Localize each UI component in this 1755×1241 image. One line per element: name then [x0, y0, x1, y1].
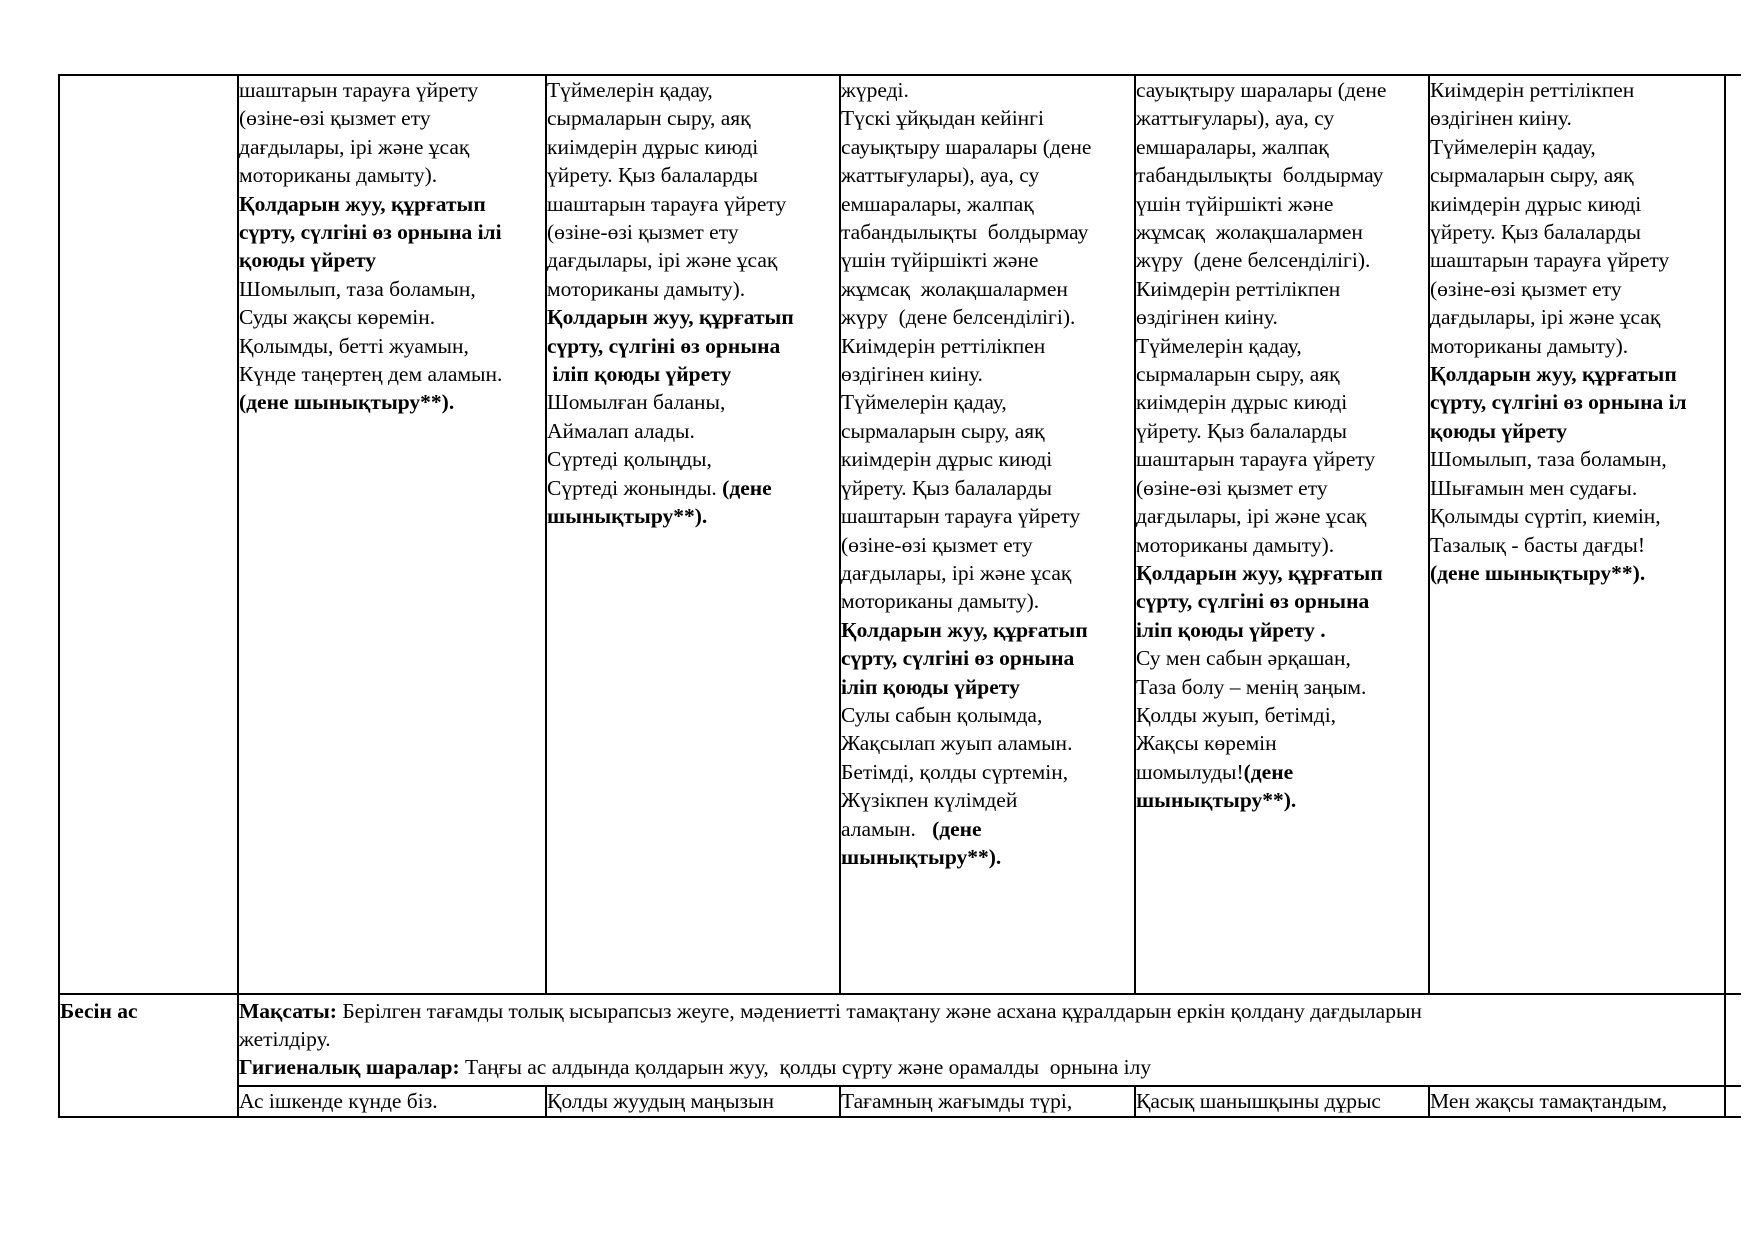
- text-line: [1430, 474, 1687, 502]
- text-line: [1430, 246, 1687, 274]
- text-line: [841, 104, 1091, 132]
- table-right-border: [1724, 74, 1726, 1118]
- activity-cell-col3: [547, 76, 794, 531]
- text-run: Таза болу – менің заңым.: [1136, 674, 1367, 699]
- text-line: [239, 303, 502, 331]
- text-line: [841, 559, 1091, 587]
- text-run: жұмсақ жолақшалармен: [841, 276, 1068, 301]
- text-run: Шомылып, таза боламын,: [1430, 447, 1667, 472]
- text-run: моториканы дамыту).: [841, 589, 1040, 614]
- text-run: (өзіне-өзі қызмет ету: [841, 532, 1033, 557]
- text-line: [841, 815, 1091, 843]
- text-line: [1430, 190, 1687, 218]
- text-line: [547, 388, 794, 416]
- text-line: [841, 388, 1091, 416]
- text-line: [1136, 303, 1386, 331]
- text-run: өздігінен киіну.: [1136, 305, 1278, 330]
- text-run: Шомылып, таза боламын,: [239, 276, 476, 301]
- text-run: Суды жақсы көремін.: [239, 305, 436, 330]
- text-run: Киімдерін реттілікпен: [1136, 276, 1341, 301]
- text-line: [239, 161, 502, 189]
- text-run: Түймелерін қадау,: [1136, 333, 1302, 358]
- text-line: [841, 673, 1091, 701]
- text-run: моториканы дамыту).: [1430, 333, 1629, 358]
- bold-run: Қолдарын жуу, құрғатып: [1136, 560, 1383, 585]
- text-run: шаштарын тарауға үйрету: [1136, 447, 1376, 472]
- text-line: [239, 133, 502, 161]
- bold-run: Қолдарын жуу, құрғатып: [547, 305, 794, 330]
- text-line: [547, 360, 794, 388]
- text-line: [841, 729, 1091, 757]
- text-line: [547, 190, 794, 218]
- bold-run: Қолдарын жуу, құрғатып: [1430, 362, 1677, 387]
- text-line: [841, 531, 1091, 559]
- text-line: [547, 246, 794, 274]
- text-run: емшаралары, жалпақ: [841, 191, 1034, 216]
- text-run: үйрету. Қыз балаларды: [841, 475, 1052, 500]
- bold-run: сүрту, сүлгіні өз орнына: [547, 333, 781, 358]
- text-line: [239, 104, 502, 132]
- text-line: [841, 786, 1091, 814]
- text-line: [547, 303, 794, 331]
- text-line: [547, 474, 794, 502]
- bold-run: қоюды үйрету: [1430, 418, 1568, 443]
- text-run: Күнде таңертең дем аламын.: [239, 362, 503, 387]
- text-run: киімдерін дұрыс киюді: [547, 134, 759, 159]
- bold-run: іліп қоюды үйрету .: [1136, 617, 1326, 642]
- text-line: [1430, 502, 1687, 530]
- text-line: [239, 246, 502, 274]
- bold-run: Қолдарын жуу, құрғатып: [841, 617, 1088, 642]
- activity-cell-col6: [1430, 76, 1687, 587]
- text-run: табандылықты болдырмау: [841, 220, 1089, 245]
- text-run: Қолды жуып, бетімді,: [1136, 702, 1337, 727]
- text-run: жұмсақ жолақшалармен: [1136, 220, 1363, 245]
- text-line: [239, 76, 502, 104]
- text-run: моториканы дамыту).: [547, 276, 746, 301]
- text-line: [547, 104, 794, 132]
- activity-cell-col2: [239, 76, 502, 417]
- bold-run: қоюды үйрету: [239, 248, 377, 273]
- text-run: Бетімді, қолды сүртемін,: [841, 759, 1069, 784]
- text-line: [1136, 701, 1386, 729]
- text-line: [841, 445, 1091, 473]
- text-run: дағдылары, ірі және ұсақ: [547, 248, 778, 273]
- bold-run: іліп қоюды үйрету: [841, 674, 1020, 699]
- snack-cell-col2: Ас ішкенде күнде біз.: [239, 1089, 438, 1113]
- text-line: [841, 417, 1091, 445]
- text-line: [841, 587, 1091, 615]
- bold-run: (дене шынықтыру**).: [239, 390, 455, 415]
- text-run: дағдылары, ірі және ұсақ: [1430, 305, 1661, 330]
- text-line: [1136, 758, 1386, 786]
- text-line: [1136, 445, 1386, 473]
- bold-run: Қолдарын жуу, құрғатып: [239, 191, 486, 216]
- text-line: [841, 246, 1091, 274]
- text-line: [1136, 332, 1386, 360]
- text-run: Түскі ұйқыдан кейінгі: [841, 106, 1044, 131]
- text-line: [1136, 161, 1386, 189]
- bold-run: шынықтыру**).: [547, 504, 708, 529]
- text-run: Түймелерін қадау,: [547, 78, 713, 102]
- bold-run: (дене: [932, 816, 982, 841]
- text-line: [1136, 786, 1386, 814]
- text-run: киімдерін дұрыс киюді: [841, 447, 1053, 472]
- bold-run: (дене: [722, 475, 772, 500]
- text-run: сырмаларын сыру, аяқ: [1136, 362, 1340, 387]
- row-label-afternoon-snack: Бесін ас: [60, 999, 138, 1023]
- bold-run: сүрту, сүлгіні өз орнына ілі: [239, 220, 502, 245]
- snack-cell-col5: Қасық шанышқыны дұрыс: [1136, 1089, 1381, 1113]
- text-line: [841, 616, 1091, 644]
- text-line: [1136, 616, 1386, 644]
- text-line: [547, 502, 794, 530]
- text-line: [1136, 644, 1386, 672]
- hygiene-label: Гигиеналық шаралар:: [239, 1055, 460, 1079]
- text-line: [841, 190, 1091, 218]
- text-run: Жақсы көремін: [1136, 731, 1277, 756]
- text-run: үйрету. Қыз балаларды: [1430, 220, 1641, 245]
- text-run: Тазалық - басты дағды!: [1430, 532, 1645, 557]
- text-line: [1136, 190, 1386, 218]
- text-line: [1136, 246, 1386, 274]
- text-line: [1136, 474, 1386, 502]
- text-line: [1136, 417, 1386, 445]
- text-line: [1430, 133, 1687, 161]
- text-line: [1430, 161, 1687, 189]
- text-run: Жақсылап жуып аламын.: [841, 731, 1073, 756]
- text-run: шомылуды!: [1136, 759, 1244, 784]
- text-line: [1430, 275, 1687, 303]
- text-run: Жүзікпен күлімдей: [841, 788, 1018, 813]
- activity-cell-col5: [1136, 76, 1386, 815]
- text-line: [547, 76, 794, 104]
- text-run: моториканы дамыту).: [1136, 532, 1335, 557]
- snack-cell-col6: Мен жақсы тамақтандым,: [1430, 1089, 1668, 1113]
- text-run: шаштарын тарауға үйрету: [1430, 248, 1670, 273]
- text-line: [239, 388, 502, 416]
- text-line: [841, 275, 1091, 303]
- text-run: моториканы дамыту).: [239, 163, 438, 188]
- text-line: [239, 275, 502, 303]
- text-line: [1136, 104, 1386, 132]
- text-run: Киімдерін реттілікпен: [841, 333, 1046, 358]
- text-line: [239, 190, 502, 218]
- text-line: [1136, 218, 1386, 246]
- text-line: [239, 218, 502, 246]
- text-run: киімдерін дұрыс киюді: [1430, 191, 1642, 216]
- text-run: үшін түйіршікті және: [841, 248, 1039, 273]
- text-run: жаттығулары), ауа, су: [1136, 106, 1335, 131]
- text-run: өздігінен киіну.: [1430, 106, 1572, 131]
- text-run: Су мен сабын әрқашан,: [1136, 646, 1351, 671]
- bold-run: сүрту, сүлгіні өз орнына: [841, 646, 1075, 671]
- text-line: [1430, 332, 1687, 360]
- text-line: [841, 332, 1091, 360]
- text-line: [1430, 76, 1687, 104]
- text-run: Сүртеді жонынды.: [547, 475, 723, 500]
- activity-cell-col4: [841, 76, 1091, 871]
- snack-cell-col3: Қолды жуудың маңызын: [547, 1089, 774, 1113]
- text-line: [1136, 133, 1386, 161]
- text-line: [841, 303, 1091, 331]
- text-line: [1136, 587, 1386, 615]
- text-run: шаштарын тарауға үйрету: [547, 191, 787, 216]
- text-line: [1136, 388, 1386, 416]
- goal-text-1: Берілген тағамды толық ысырапсыз жеуге, мәдениетті тамақтану және асхана құралдарын еркін қолдану дағдыларын: [336, 999, 1422, 1023]
- text-run: киімдерін дұрыс киюді: [1136, 390, 1348, 415]
- text-run: жүреді.: [841, 78, 909, 102]
- text-run: шаштарын тарауға үйрету: [841, 504, 1081, 529]
- text-line: [1136, 729, 1386, 757]
- text-line: [841, 502, 1091, 530]
- text-run: сырмаларын сыру, аяқ: [547, 106, 751, 131]
- text-line: [1136, 559, 1386, 587]
- text-run: сырмаларын сыру, аяқ: [1430, 163, 1634, 188]
- text-line: [841, 360, 1091, 388]
- text-run: Түймелерін қадау,: [841, 390, 1007, 415]
- text-run: Сулы сабын қолымда,: [841, 702, 1043, 727]
- hygiene-line: [239, 1053, 1151, 1081]
- bold-run: шынықтыру**).: [841, 844, 1002, 869]
- text-run: сауықтыру шаралары (дене: [1136, 78, 1387, 102]
- text-line: [1430, 388, 1687, 416]
- text-run: жаттығулары), ауа, су: [841, 163, 1040, 188]
- text-run: Киімдерін реттілікпен: [1430, 78, 1635, 102]
- text-line: [1136, 673, 1386, 701]
- goal-line-2: жетілдіру.: [239, 1027, 331, 1051]
- bold-run: сүрту, сүлгіні өз орнына іл: [1430, 390, 1687, 415]
- table-left-border: [58, 74, 60, 1118]
- text-line: [239, 332, 502, 360]
- text-run: үйрету. Қыз балаларды: [547, 163, 758, 188]
- text-line: [1430, 445, 1687, 473]
- text-line: [841, 161, 1091, 189]
- text-line: [1430, 417, 1687, 445]
- bold-run: сүрту, сүлгіні өз орнына: [1136, 589, 1370, 614]
- bold-run: іліп қоюды үйрету: [547, 362, 732, 387]
- text-line: [547, 445, 794, 473]
- text-run: Аймалап алады.: [547, 418, 695, 443]
- goal-line-1: [239, 997, 1422, 1025]
- text-run: үшін түйіршікті және: [1136, 191, 1334, 216]
- text-line: [547, 332, 794, 360]
- text-line: [1430, 559, 1687, 587]
- text-line: [1136, 360, 1386, 388]
- text-run: Сүртеді қолыңды,: [547, 447, 712, 472]
- text-line: [841, 758, 1091, 786]
- text-run: Шығамын мен судағы.: [1430, 475, 1638, 500]
- text-run: сырмаларын сыру, аяқ: [841, 418, 1045, 443]
- snack-cell-col4: Тағамның жағымды түрі,: [841, 1089, 1073, 1113]
- text-run: өздігінен киіну.: [841, 362, 983, 387]
- text-line: [1136, 502, 1386, 530]
- text-run: дағдылары, ірі және ұсақ: [239, 134, 470, 159]
- text-run: жүру (дене белсенділігі).: [841, 305, 1076, 330]
- text-run: (өзіне-өзі қызмет ету: [1430, 276, 1622, 301]
- text-run: үйрету. Қыз балаларды: [1136, 418, 1347, 443]
- text-run: табандылықты болдырмау: [1136, 163, 1384, 188]
- text-line: [547, 218, 794, 246]
- hygiene-text: Таңғы ас алдында қолдарын жуу, қолды сүрту және орамалды орнына ілу: [459, 1055, 1152, 1079]
- text-line: [1430, 303, 1687, 331]
- text-run: дағдылары, ірі және ұсақ: [841, 560, 1072, 585]
- text-line: [547, 417, 794, 445]
- text-line: [841, 76, 1091, 104]
- text-run: Түймелерін қадау,: [1430, 134, 1596, 159]
- row-divider: [58, 993, 1741, 995]
- bold-run: (дене: [1243, 759, 1294, 784]
- text-run: (өзіне-өзі қызмет ету: [547, 220, 739, 245]
- text-line: [841, 843, 1091, 871]
- text-line: [1136, 275, 1386, 303]
- text-run: жүру (дене белсенділігі).: [1136, 248, 1371, 273]
- text-line: [1430, 360, 1687, 388]
- text-line: [547, 133, 794, 161]
- text-line: [1430, 218, 1687, 246]
- text-run: Шомылған баланы,: [547, 390, 726, 415]
- text-run: (өзіне-өзі қызмет ету: [239, 106, 431, 131]
- bold-run: шынықтыру**).: [1136, 788, 1297, 813]
- text-line: [841, 133, 1091, 161]
- bold-run: (дене шынықтыру**).: [1430, 560, 1646, 585]
- text-line: [841, 701, 1091, 729]
- table-bottom-border: [58, 1116, 1741, 1118]
- text-line: [1136, 76, 1386, 104]
- text-line: [1430, 104, 1687, 132]
- text-run: дағдылары, ірі және ұсақ: [1136, 504, 1367, 529]
- text-line: [547, 161, 794, 189]
- goal-label: Мақсаты:: [239, 999, 337, 1023]
- text-run: аламын.: [841, 816, 933, 841]
- text-line: [1430, 531, 1687, 559]
- text-line: [239, 360, 502, 388]
- text-run: Қолымды, бетті жуамын,: [239, 333, 469, 358]
- text-run: Қолымды сүртіп, киемін,: [1430, 504, 1661, 529]
- text-line: [841, 474, 1091, 502]
- text-line: [1136, 531, 1386, 559]
- text-run: (өзіне-өзі қызмет ету: [1136, 475, 1328, 500]
- text-run: сауықтыру шаралары (дене: [841, 134, 1092, 159]
- text-run: емшаралары, жалпақ: [1136, 134, 1329, 159]
- text-run: шаштарын тарауға үйрету: [239, 78, 479, 102]
- text-line: [841, 218, 1091, 246]
- text-line: [547, 275, 794, 303]
- text-line: [841, 644, 1091, 672]
